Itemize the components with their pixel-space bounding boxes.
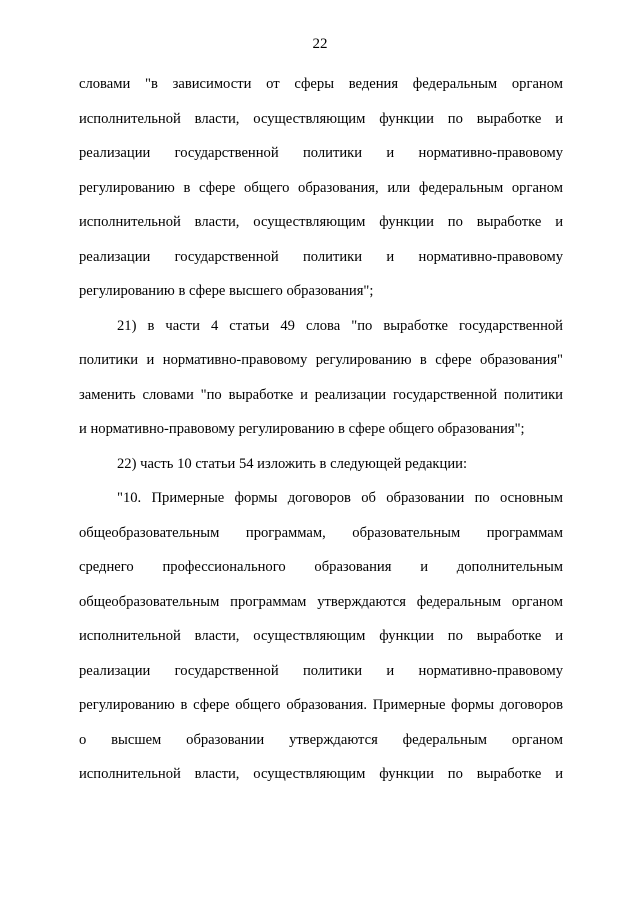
text-line: исполнительной власти, осуществляющим функции по выработке и	[79, 110, 563, 127]
text-line: общеобразовательным программам утверждаются федеральным органом	[79, 593, 563, 610]
text-line: о высшем образовании утверждаются федеральным органом	[79, 731, 563, 748]
page-number: 22	[312, 36, 328, 52]
text-line: "10. Примерные формы договоров об образовании по основным	[117, 490, 563, 506]
text-line: словами "в зависимости от сферы ведения федеральным органом	[79, 76, 563, 92]
text-line: реализации государственной политики и нормативно-правовому	[79, 248, 563, 265]
text-line: общеобразовательным программам, образовательным программам	[79, 524, 563, 541]
text-line: 21) в части 4 статьи 49 слова "по выработке государственной	[117, 317, 563, 334]
text-line: реализации государственной политики и нормативно-правовому	[79, 662, 563, 679]
text-line: реализации государственной политики и нормативно-правовому	[79, 145, 563, 161]
text-line: исполнительной власти, осуществляющим функции по выработке и	[79, 628, 563, 644]
document-body	[79, 75, 563, 800]
text-line: среднего профессионального образования и дополнительным	[79, 559, 563, 575]
text-line: исполнительной власти, осуществляющим функции по выработке и	[79, 766, 563, 782]
text-line: регулированию в сфере высшего образования";	[79, 283, 374, 299]
text-line: 22) часть 10 статьи 54 изложить в следующей редакции:	[117, 455, 467, 472]
text-line: заменить словами "по выработке и реализации государственной политики	[79, 386, 563, 403]
text-line: регулированию в сфере общего образования, или федеральным органом	[79, 179, 563, 196]
text-line: политики и нормативно-правовому регулированию в сфере образования"	[79, 352, 563, 368]
text-line: исполнительной власти, осуществляющим функции по выработке и	[79, 214, 563, 230]
text-line: и нормативно-правовому регулированию в сфере общего образования";	[79, 421, 525, 437]
text-line: регулированию в сфере общего образования. Примерные формы договоров	[79, 697, 563, 713]
